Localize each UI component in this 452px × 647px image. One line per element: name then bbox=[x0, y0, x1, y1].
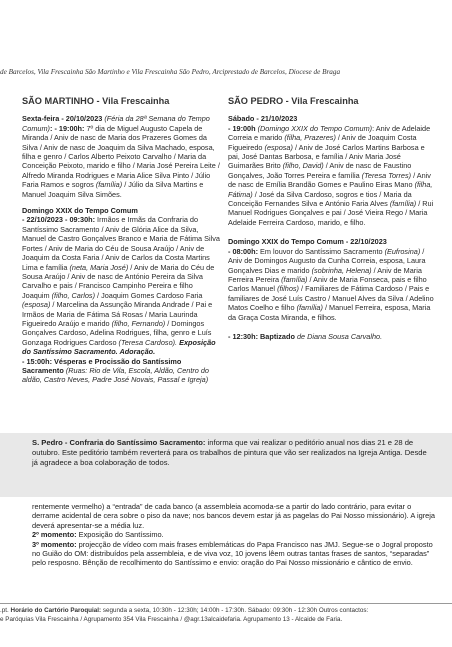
sao-pedro-sabado-block bbox=[228, 114, 434, 227]
sm-filho-carlos: (filho, Carlos) bbox=[51, 290, 96, 300]
confraria-notice bbox=[0, 433, 452, 497]
sp-domingo-text4: / Aniv de Maria Fonseca, pais e filho Carlos Manuel bbox=[228, 274, 427, 294]
sm-procissao-note: (Ruas: Rio de Vila, Escola, Aldão, Centro do aldão, Castro Neves, Padre José Novais, Passal e Igreja) bbox=[22, 365, 209, 385]
sm-neta: (neta, Maria José) bbox=[69, 262, 129, 272]
moment-3-text: projecção de vídeo com mais frases emblemáticas do Papa Francisco nas JMJ. Segue-se o Jogral proposto no Guião do OM: distribuídos pela assembleia, e de viva voz, 10 jovens lêem outras tantas frases de santos, “separadas” pelo resposno. Bênção de recolhimento do Santíssimo e envio: oração do Pai Nosso missionário e cântico de envio. bbox=[32, 539, 433, 568]
sp-filha-fatima: (filha, Fátima) bbox=[228, 180, 433, 199]
sp-domingo-text: Em louvor do Santíssimo Sacramento bbox=[260, 246, 383, 256]
sp-familia-3: (família) bbox=[296, 303, 323, 313]
sexta-text: 7º dia de Miguel Augusto Capela de Miranda / Aniv de nasc de Maria dos Prazeres Gomes da Silva / Aniv de nasc de Joaquim da Silva Machado, esposa, filha e genro / Carlos Alberto Peixoto Carvalho / Maria da Conceição Peixoto, marido e filho / Maria José Pereira Leite / Alfredo Miranda Rodrigues e Maria Alice Silva Pinto / Júlio Faria Ramos e sogros bbox=[22, 123, 220, 190]
sp-familia: (família) bbox=[389, 199, 417, 209]
sm-esposa: (esposa) bbox=[22, 300, 51, 310]
footer-label: Horário do Cartório Paroquial: bbox=[10, 607, 102, 614]
sp-sabado-text5: / Aniv de nasc de Emília Brandão Gomes e Paulino Eiras Mano bbox=[228, 170, 431, 190]
sexta-note: (Féria da 28ª Semana do Tempo Comum) bbox=[22, 114, 210, 133]
sp-sabado-time: - 19:00h bbox=[228, 123, 256, 133]
sp-domingo-text5: / Familiares de Fátima Cardoso / Pais e familiares de José Luís Castro / Manuel Alves da Silva / Adelino Matos Coelho e filho bbox=[228, 284, 434, 313]
sp-batizado-text: de Diana Sousa Carvalho. bbox=[296, 331, 383, 341]
sp-filho-david: (filho, David) bbox=[282, 161, 324, 171]
sp-sobrinha: (sobrinha, Helena) bbox=[311, 265, 372, 275]
sm-domingo-title: Domingo XXIX do Tempo Comum bbox=[22, 206, 138, 216]
sm-domingo-date-time: - 22/10/2023 - 09:30h: bbox=[22, 215, 96, 225]
sexta-time: : - 19:00h: bbox=[49, 123, 85, 133]
footer-line-2: e Paróquias Vila Frescainha / Agrupamento 354 Vila Frescainha / @agr.13alcaidefaria. Agrupamento 13 - Alcaide de Faria. bbox=[0, 616, 343, 624]
footer-line-1 bbox=[0, 603, 452, 615]
sp-familia-2: (família) bbox=[281, 274, 308, 284]
sp-filha-prazeres: (filha, Prazeres) bbox=[284, 133, 336, 143]
sao-martinho-title: SÃO MARTINHO - Vila Frescainha bbox=[22, 96, 170, 106]
sp-domingo-time: - 08:00h: bbox=[228, 246, 259, 256]
sp-sabado-text2: / Aniv de Joaquim Costa Figueiredo bbox=[228, 133, 417, 152]
sm-domingo-text4: / Marcelina da Assunção Miranda Andrade / Pai e Irmãos de Maria de Fátima Sá Rosas / Maria Laurinda Figueiredo Araújo e marido bbox=[22, 300, 213, 328]
sao-pedro-domingo-block bbox=[228, 237, 434, 322]
sm-domingo-text5: / Domingos Gonçalves Cardoso, Adelina Rodrigues, filha, genro e Luís Gonzaga Rodrigues Cardoso bbox=[22, 318, 212, 347]
sm-domingo-text: Irmãos e Irmãs da Confraria do Santíssimo Sacramento / Aniv de Glória Alice da Silva, Manuel de Castro Gonçalves Branco e Maria de Fátima Silva Fortes / Aniv de Maria do Céu de Sousa Araújo / Aniv de Joaquim da Costa Faria / Aniv de Carlos da Costa Martins Lima e família bbox=[22, 215, 220, 272]
notice-head: S. Pedro - Confraria do Santíssimo Sacramento: bbox=[32, 438, 206, 447]
moment-2-label: 2º momento: bbox=[32, 530, 77, 540]
footer-prefix: .pt. bbox=[0, 607, 9, 614]
sao-martinho-sexta-block bbox=[22, 114, 222, 199]
sp-sabado-date: Sábado - 21/10/2023 bbox=[228, 114, 298, 124]
sp-sabado-text7: / Rui Manuel Rodrigues Gonçalves e pai / José Vieira Rego / Maria Adelaide Ferreira Cardoso, marido, e filho. bbox=[228, 199, 434, 227]
sao-martinho-column bbox=[22, 97, 222, 392]
sp-sabado-text3: / Aniv de José Carlos Martins Barbosa e pai, José Dantas Barbosa, e família / Aniv Maria José Guimarães Brito bbox=[228, 142, 425, 171]
sao-martinho-domingo-block bbox=[22, 206, 222, 385]
sm-teresa: (Teresa Cardoso). bbox=[118, 337, 178, 347]
sp-domingo-text3: / Aniv de Maria Ferreira Pereira bbox=[228, 265, 422, 284]
moment-3-label: 3º momento: bbox=[32, 539, 77, 549]
sp-filhos: (filhos) bbox=[277, 284, 299, 294]
sp-batizado-time: - 12:30h: Baptizado bbox=[228, 331, 295, 341]
sao-pedro-title: SÃO PEDRO - Vila Frescainha bbox=[228, 96, 359, 106]
sm-domingo-text3: / Joaquim Gomes Cardoso Faria bbox=[97, 290, 203, 300]
lower-section bbox=[32, 502, 436, 568]
sp-teresa-torres: (Teresa Torres) bbox=[361, 170, 412, 180]
sp-sabado-text4: / Aniv de nasc de Faustino Gonçalves, João Torres Pereira e família bbox=[228, 161, 412, 180]
moment-3 bbox=[32, 540, 436, 568]
moment-2 bbox=[32, 530, 436, 539]
sp-sabado-text6: / José da Silva Cardoso, sogros e tios / Maria da Conceição Fernandes Silva e António Faria Alves bbox=[228, 189, 412, 209]
sp-domingo-title: Domingo XXIX do Tempo Comum - 22/10/2023 bbox=[228, 237, 387, 247]
sexta-familia: (família) bbox=[95, 180, 123, 190]
sm-domingo-text2: / Aniv de Maria do Céu de Sousa Araújo / Aniv de nasc de António Pereira da Silva Carvalho e pais / Francisco Campinho Pereira e filho Joaquim bbox=[22, 262, 215, 300]
page-header: de Barcelos, Vila Frescainha São Martinho e Vila Frescainha São Pedro, Arciprestado de Barcelos, Diocese de Braga bbox=[0, 68, 341, 76]
page-footer bbox=[0, 603, 452, 625]
sm-exposicao: Exposição do Santíssimo Sacramento. Adoração. bbox=[22, 337, 216, 357]
sao-pedro-batizado-block bbox=[228, 332, 434, 341]
sm-procissao: - 15:00h: Vésperas e Procissão do Santíssimo Sacramento bbox=[22, 356, 182, 375]
sp-domingo-text6: / Manuel Ferreira, esposa, Maria da Graça Costa Miranda, e filhos. bbox=[228, 303, 431, 322]
sp-esposa: (esposa) bbox=[264, 142, 293, 152]
moment-2-text: Exposição do Santíssimo. bbox=[78, 530, 164, 540]
sexta-text2: / Júlio da Silva Martins e Manuel Joaquim Silva Simões. bbox=[22, 180, 204, 199]
sp-sabado-note: (Domingo XXIX do Tempo Comum) bbox=[257, 123, 373, 133]
footer-text: segunda a sexta, 10:30h - 12:30h; 14:00h - 17:30h. Sábado: 09:30h - 12:30h Outros contactos: bbox=[102, 607, 369, 614]
sp-sabado-text: : Aniv de Adelaide Correia e marido bbox=[228, 123, 431, 143]
sm-filho-fernando: (filho, Fernando) bbox=[111, 318, 166, 328]
sexta-date: Sexta-feira - 20/10/2023 bbox=[22, 114, 103, 124]
lower-intro: rentemente vermelho) a “entrada” de cada banco (a assembleia acomoda-se a partir do lado contrário, para evitar o derrame acidental de cera sobre o piso da nave; nos bancos devem estar já as pagelas do Pai Nosso missionário). A igreja deverá apresentar-se a média luz. bbox=[32, 502, 436, 530]
sp-domingo-text2: / Aniv de Domingos Augusto da Cunha Correia, esposa, Laura Gonçalves Dias e marido bbox=[228, 246, 426, 275]
sao-pedro-column bbox=[228, 97, 434, 348]
notice-text: informa que vai realizar o peditório anual nos dias 21 e 28 de outubro. Este peditório também reverterá para os trabalhos de pintura que vão ser realizados na Igreja Antiga. Desde já agradece a boa colaboração de todos. bbox=[32, 438, 427, 467]
sp-eufrosina: (Eufrosina) bbox=[384, 246, 421, 256]
